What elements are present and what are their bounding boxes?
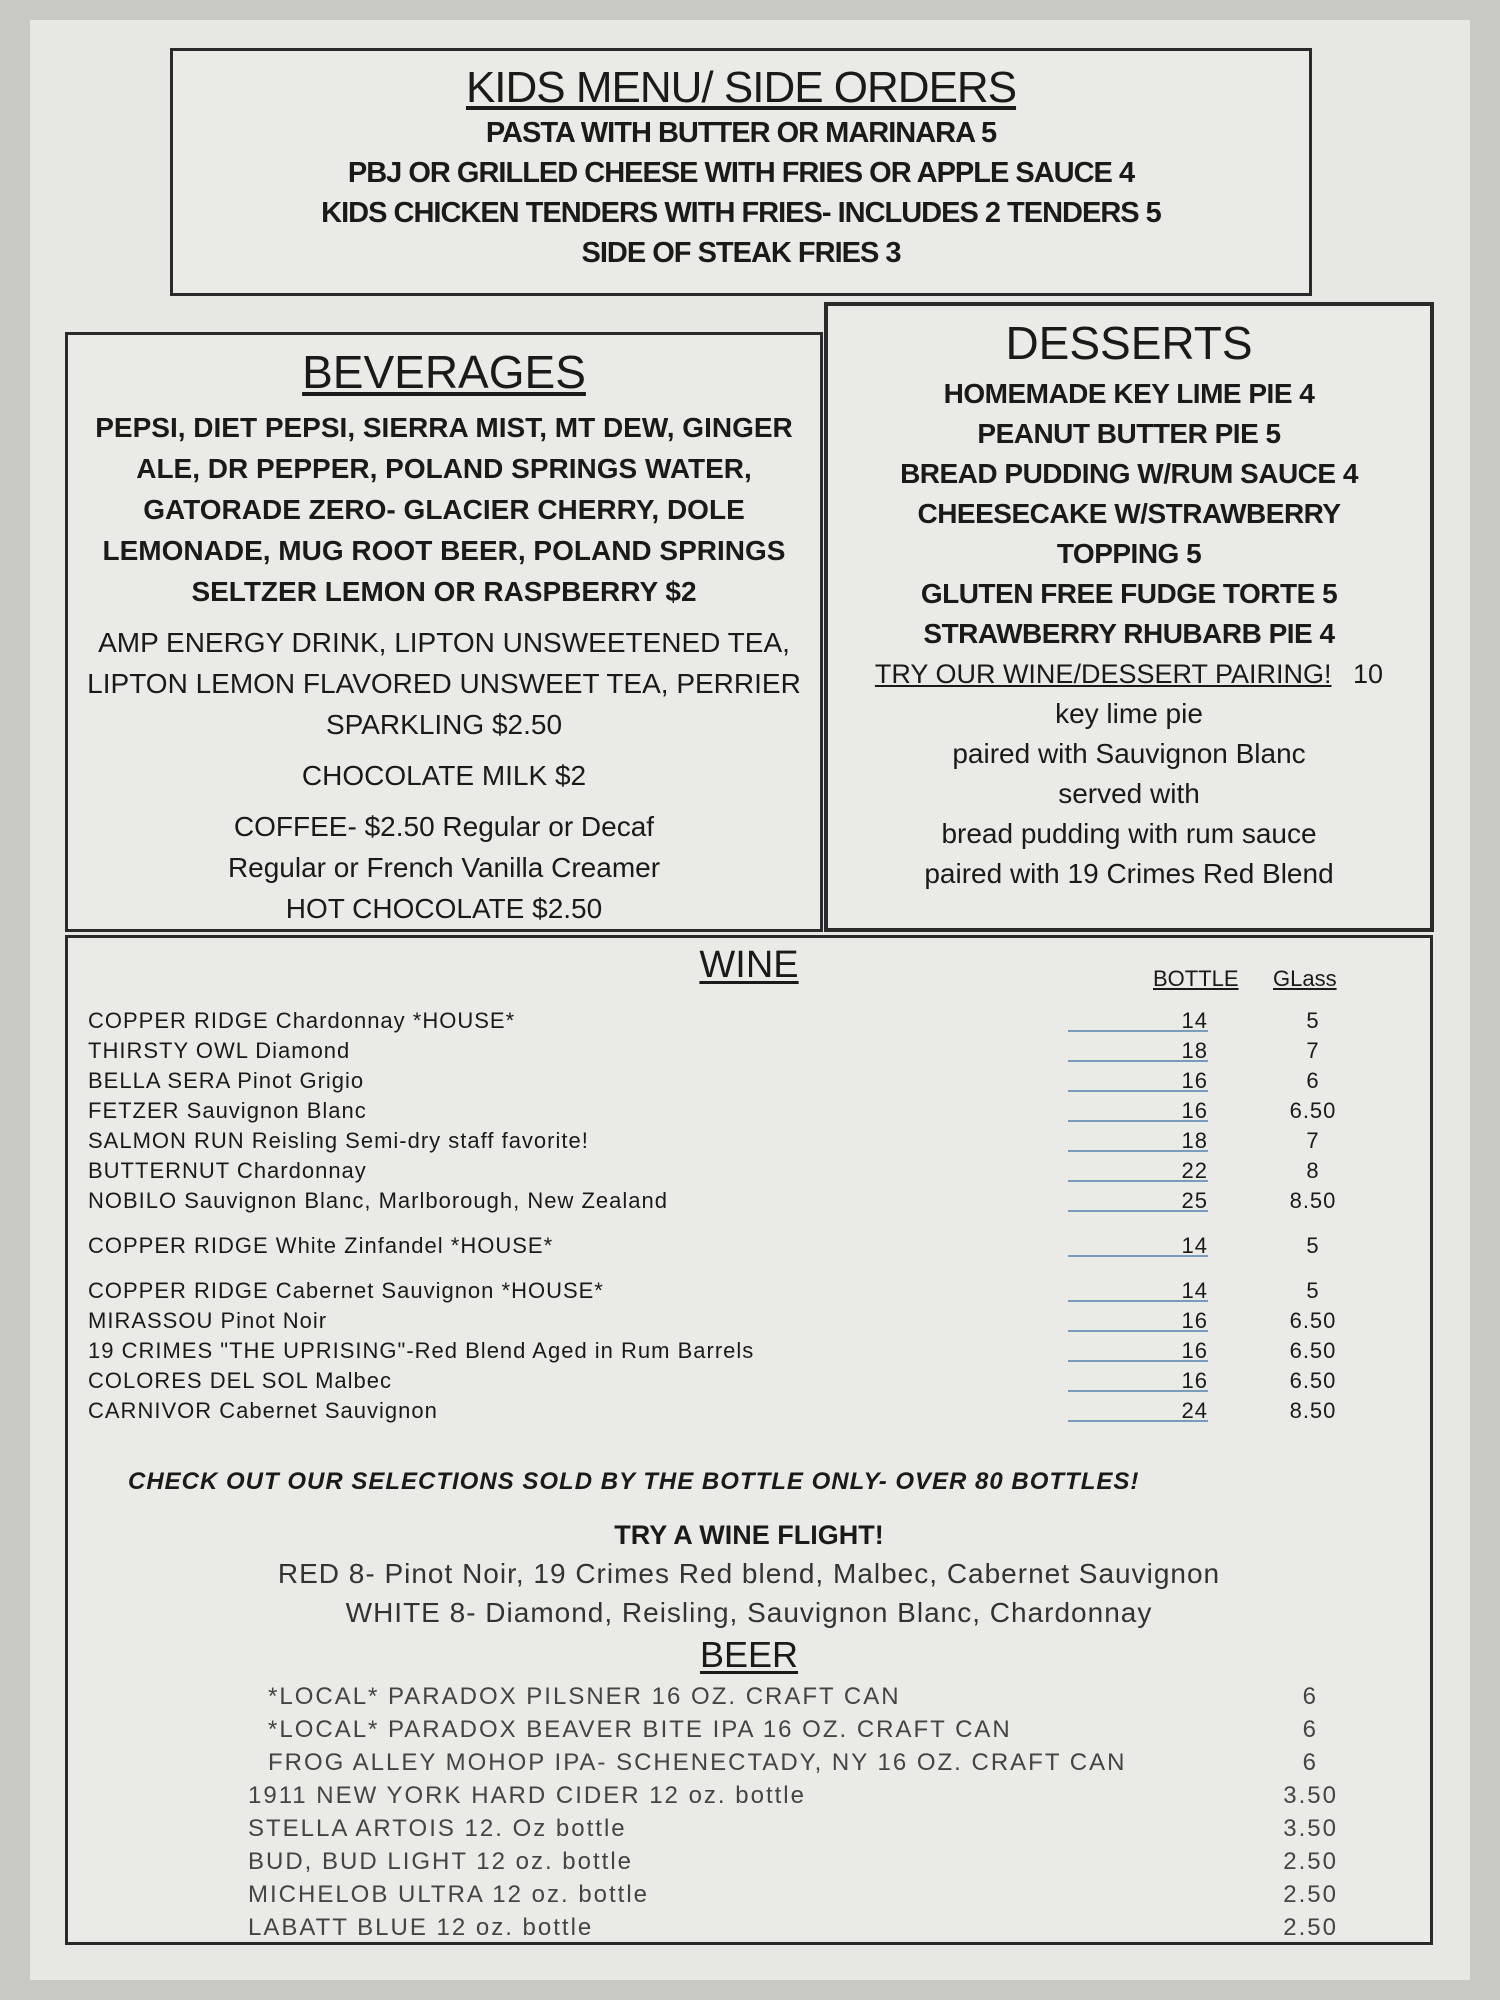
wine-bottle-price: 14 [1181,1008,1208,1033]
wine-bottle-price: 22 [1181,1158,1208,1183]
dessert-item: STRAWBERRY RHUBARB PIE 4 [923,618,1335,649]
beer-row [248,1881,1378,1911]
dessert-item: GLUTEN FREE FUDGE TORTE 5 [920,578,1338,609]
beer-price: 2.50 [1283,1914,1338,1941]
wine-row [88,1008,1408,1038]
wine-bottle-price: 16 [1181,1338,1208,1363]
kids-item: PASTA WITH BUTTER OR MARINARA 5 [485,117,997,149]
wine-name: BELLA SERA Pinot Grigio [88,1068,365,1093]
dessert-item: TOPPING 5 [1056,538,1202,569]
beer-row [248,1848,1378,1878]
wine-glass-price: 7 [1306,1038,1320,1063]
wine-glass-price: 8.50 [1289,1398,1337,1423]
wine-row [88,1368,1408,1398]
beer-name: BUD, BUD LIGHT 12 oz. bottle [248,1848,634,1875]
beer-name: MICHELOB ULTRA 12 oz. bottle [248,1881,650,1908]
beverages-coffee: COFFEE- $2.50 Regular or Decaf [233,811,655,842]
wine-row [88,1098,1408,1128]
wine-bottle-price: 16 [1181,1068,1208,1093]
wine-row [88,1128,1408,1158]
desserts-title: DESSERTS [1005,317,1253,369]
bottle-column-header: BOTTLE [1153,966,1239,991]
beer-row [248,1914,1378,1944]
wine-glass-price: 6 [1306,1068,1320,1093]
wine-name: THIRSTY OWL Diamond [88,1038,351,1063]
pairing-line: paired with Sauvignon Blanc [952,738,1306,769]
beer-price: 2.50 [1283,1881,1338,1908]
dessert-item: CHEESECAKE W/STRAWBERRY [917,498,1341,529]
wine-bottle-price: 14 [1181,1278,1208,1303]
wine-row [88,1308,1408,1338]
wine-name: COPPER RIDGE Chardonnay *HOUSE* [88,1008,516,1033]
wine-name: COPPER RIDGE White Zinfandel *HOUSE* [88,1233,554,1258]
pairing-line: served with [1058,778,1200,809]
wine-glass-price: 6.50 [1289,1098,1337,1123]
wine-name: MIRASSOU Pinot Noir [88,1308,328,1333]
wine-bottle-price: 18 [1181,1038,1208,1063]
beer-name: *LOCAL* PARADOX PILSNER 16 OZ. CRAFT CAN [268,1683,901,1710]
beer-price: 3.50 [1283,1815,1338,1842]
dessert-item: HOMEMADE KEY LIME PIE 4 [943,378,1315,409]
beer-row [268,1716,1378,1746]
beer-price: 6 [1302,1749,1318,1776]
beverages-soda-list: PEPSI, DIET PEPSI, SIERRA MIST, MT DEW, GINGER ALE, DR PEPPER, POLAND SPRINGS WATER, GATORADE ZERO- GLACIER CHERRY, DOLE LEMONADE, MUG ROOT BEER, POLAND SPRINGS SELTZER LEMON OR RASPBERRY $2 [95,412,793,607]
wine-bottle-price: 14 [1181,1233,1208,1258]
wine-bottle-price: 25 [1181,1188,1208,1213]
beer-row [248,1782,1378,1812]
wine-row [88,1068,1408,1098]
beverages-tea-list: AMP ENERGY DRINK, LIPTON UNSWEETENED TEA, LIPTON LEMON FLAVORED UNSWEET TEA, PERRIER SPARKLING $2.50 [87,627,801,740]
beer-price: 2.50 [1283,1848,1338,1875]
beer-name: LABATT BLUE 12 oz. bottle [248,1914,594,1941]
kids-item: SIDE OF STEAK FRIES 3 [581,237,901,269]
pairing-line: key lime pie [1055,698,1203,729]
beverages-box [65,332,823,932]
beverages-title: BEVERAGES [302,346,586,398]
beer-row [268,1683,1378,1713]
pairing-line: paired with 19 Crimes Red Blend [924,858,1334,889]
wine-name: COPPER RIDGE Cabernet Sauvignon *HOUSE* [88,1278,604,1303]
wine-glass-price: 6.50 [1289,1338,1337,1363]
dessert-item: PEANUT BUTTER PIE 5 [977,418,1281,449]
wine-glass-price: 5 [1306,1233,1320,1258]
beverages-chocolate-milk: CHOCOLATE MILK $2 [301,760,587,791]
kids-menu-title: KIDS MENU/ SIDE ORDERS [465,63,1017,112]
wine-glass-price: 6.50 [1289,1368,1337,1393]
menu-page [30,20,1470,1980]
beverages-hot-chocolate: HOT CHOCOLATE $2.50 [285,893,603,924]
beer-name: 1911 NEW YORK HARD CIDER 12 oz. bottle [248,1782,806,1809]
beer-name: *LOCAL* PARADOX BEAVER BITE IPA 16 OZ. CRAFT CAN [268,1716,1012,1743]
wine-glass-price: 6.50 [1289,1308,1337,1333]
beer-price: 6 [1302,1683,1318,1710]
kids-menu-box [170,48,1312,296]
wine-name: NOBILO Sauvignon Blanc, Marlborough, New Zealand [88,1188,668,1213]
beer-price: 6 [1302,1716,1318,1743]
wine-bottle-price: 24 [1181,1398,1208,1423]
wine-glass-price: 5 [1306,1278,1320,1303]
wine-title: WINE [699,944,799,986]
wine-name: COLORES DEL SOL Malbec [88,1368,393,1393]
pairing-title: TRY OUR WINE/DESSERT PAIRING! [874,659,1332,689]
wine-row [88,1188,1408,1218]
pairing-line: bread pudding with rum sauce [941,818,1317,849]
wine-glass-price: 5 [1306,1008,1320,1033]
wine-row [88,1158,1408,1188]
wine-glass-price: 7 [1306,1128,1320,1153]
kids-item: PBJ OR GRILLED CHEESE WITH FRIES OR APPLE SAUCE 4 [347,157,1135,189]
wine-bottle-price: 18 [1181,1128,1208,1153]
wine-row [88,1398,1408,1428]
kids-item: KIDS CHICKEN TENDERS WITH FRIES- INCLUDES 2 TENDERS 5 [321,197,1161,229]
wine-bottle-price: 16 [1181,1368,1208,1393]
wine-name: CARNIVOR Cabernet Sauvignon [88,1398,438,1423]
pairing-price: 10 [1353,659,1384,689]
wine-name: 19 CRIMES "THE UPRISING"-Red Blend Aged in Rum Barrels [88,1338,755,1363]
wine-bottle-price: 16 [1181,1308,1208,1333]
wine-name: FETZER Sauvignon Blanc [88,1098,367,1123]
wine-name: BUTTERNUT Chardonnay [88,1158,367,1183]
beer-price: 3.50 [1283,1782,1338,1809]
wine-row [88,1233,1408,1263]
beer-row [248,1815,1378,1845]
glass-column-header: GLass [1273,966,1337,991]
pairing-heading [828,654,1430,694]
beer-row [268,1749,1378,1779]
beverages-creamer: Regular or French Vanilla Creamer [227,852,661,883]
desserts-box [824,302,1434,932]
wine-glass-price: 8.50 [1289,1188,1337,1213]
beer-title: BEER [699,1634,799,1675]
beer-name: STELLA ARTOIS 12. Oz bottle [248,1815,627,1842]
wine-row [88,1038,1408,1068]
wine-row [88,1278,1408,1308]
wine-name: SALMON RUN Reisling Semi-dry staff favorite! [88,1128,589,1153]
wine-flight-red: RED 8- Pinot Noir, 19 Crimes Red blend, Malbec, Cabernet Sauvignon [277,1558,1221,1589]
wine-flight-white: WHITE 8- Diamond, Reisling, Sauvignon Blanc, Chardonnay [345,1597,1153,1628]
wine-row [88,1338,1408,1368]
bottle-only-note: CHECK OUT OUR SELECTIONS SOLD BY THE BOTTLE ONLY- OVER 80 BOTTLES! [128,1468,1140,1495]
wine-glass-price: 8 [1306,1158,1320,1183]
beer-name: FROG ALLEY MOHOP IPA- SCHENECTADY, NY 16 OZ. CRAFT CAN [268,1749,1127,1776]
wine-flight-title: TRY A WINE FLIGHT! [614,1520,884,1550]
wine-beer-box [65,935,1433,1945]
dessert-item: BREAD PUDDING W/RUM SAUCE 4 [900,458,1358,489]
wine-bottle-price: 16 [1181,1098,1208,1123]
